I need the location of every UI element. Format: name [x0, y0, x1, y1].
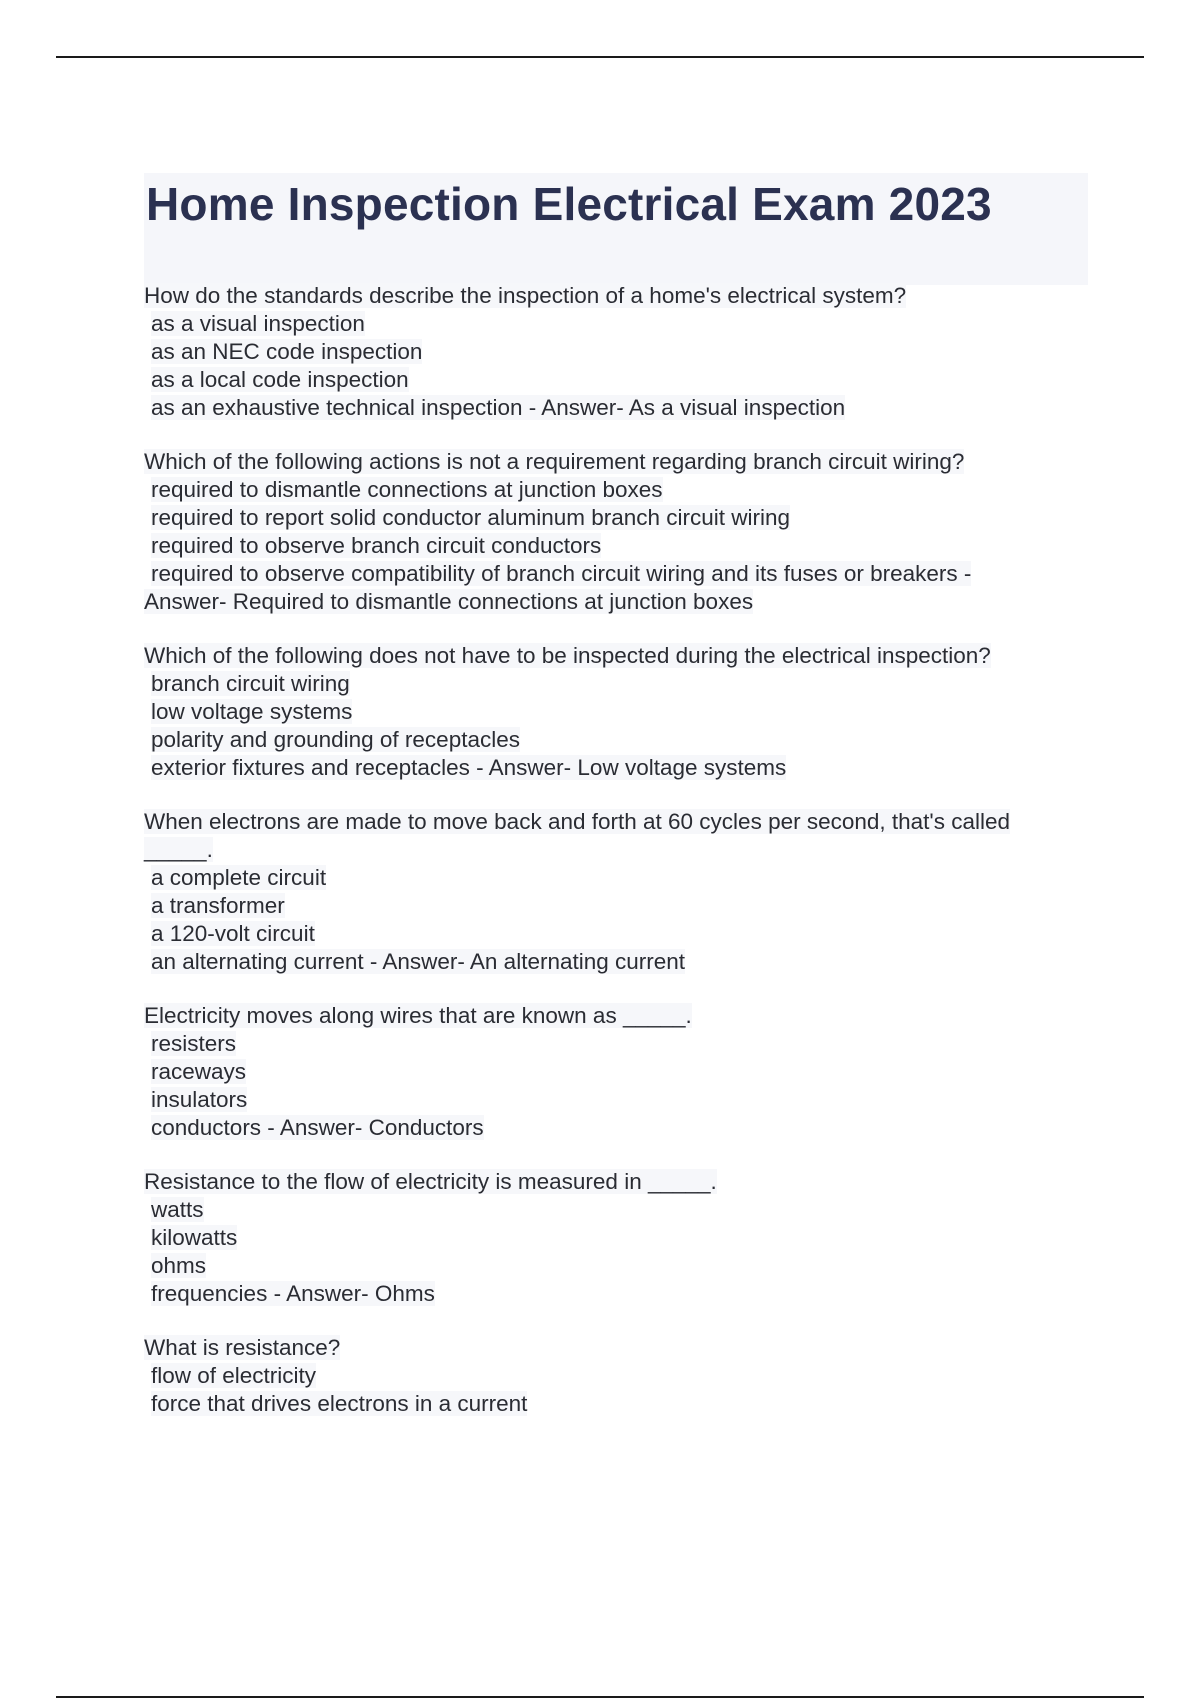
option-line: watts: [151, 1197, 204, 1222]
option-line: required to dismantle connections at junction boxes: [151, 477, 663, 502]
option-line: low voltage systems: [151, 699, 353, 724]
answer-option: [144, 1086, 1084, 1114]
option-line: kilowatts: [151, 1225, 238, 1250]
question-text: [144, 448, 1084, 476]
answer-option: [144, 1252, 1084, 1280]
question-line: Answer- Required to dismantle connections at junction boxes: [144, 589, 754, 614]
option-line: as a local code inspection: [151, 367, 409, 392]
answer-option: [144, 560, 1084, 588]
option-line: flow of electricity: [151, 1363, 317, 1388]
option-line: as an NEC code inspection: [151, 339, 423, 364]
option-line: insulators: [151, 1087, 248, 1112]
option-line: as a visual inspection: [151, 311, 365, 336]
answer-option: [144, 1362, 1084, 1390]
option-line: an alternating current - Answer- An alternating current: [151, 949, 686, 974]
option-line: resisters: [151, 1031, 237, 1056]
question-text: [144, 808, 1084, 836]
question-block: [144, 1168, 1084, 1308]
option-line: required to observe branch circuit conductors: [151, 533, 602, 558]
answer-option: [144, 394, 1084, 422]
question-text: [144, 1168, 1084, 1196]
question-line: What is resistance?: [144, 1335, 341, 1360]
question-block: [144, 808, 1084, 976]
answer-option: [144, 532, 1084, 560]
question-text: [144, 642, 1084, 670]
answer-option: [144, 920, 1084, 948]
question-line: Which of the following actions is not a requirement regarding branch circuit wiring?: [144, 449, 965, 474]
option-line: polarity and grounding of receptacles: [151, 727, 520, 752]
answer-option: [144, 1058, 1084, 1086]
question-text: [144, 282, 1084, 310]
answer-option: [144, 1030, 1084, 1058]
option-line: force that drives electrons in a current: [151, 1391, 528, 1416]
option-line: as an exhaustive technical inspection - Answer- As a visual inspection: [151, 395, 846, 420]
question-block: [144, 1002, 1084, 1142]
question-text: [144, 836, 1084, 864]
title-block: [144, 173, 1088, 285]
answer-option: [144, 670, 1084, 698]
option-line: branch circuit wiring: [151, 671, 350, 696]
question-text: [144, 588, 1084, 616]
option-line: frequencies - Answer- Ohms: [151, 1281, 435, 1306]
answer-option: [144, 1280, 1084, 1308]
answer-option: [144, 476, 1084, 504]
option-line: ohms: [151, 1253, 207, 1278]
question-line: How do the standards describe the inspection of a home's electrical system?: [144, 283, 907, 308]
option-line: required to observe compatibility of branch circuit wiring and its fuses or breakers -: [151, 561, 972, 586]
answer-option: [144, 1224, 1084, 1252]
question-line: Which of the following does not have to be inspected during the electrical inspection?: [144, 643, 991, 668]
option-line: required to report solid conductor aluminum branch circuit wiring: [151, 505, 791, 530]
answer-option: [144, 864, 1084, 892]
answer-option: [144, 948, 1084, 976]
answer-option: [144, 1196, 1084, 1224]
answer-option: [144, 698, 1084, 726]
answer-option: [144, 366, 1084, 394]
question-line: When electrons are made to move back and forth at 60 cycles per second, that's called: [144, 809, 1011, 834]
question-block: [144, 448, 1084, 616]
answer-option: [144, 726, 1084, 754]
question-text: [144, 1002, 1084, 1030]
answer-option: [144, 338, 1084, 366]
answer-option: [144, 1114, 1084, 1142]
answer-option: [144, 1390, 1084, 1418]
answer-option: [144, 892, 1084, 920]
question-block: [144, 1334, 1084, 1418]
question-block: [144, 642, 1084, 782]
answer-option: [144, 504, 1084, 532]
answer-option: [144, 310, 1084, 338]
option-line: conductors - Answer- Conductors: [151, 1115, 484, 1140]
page-title: Home Inspection Electrical Exam 2023: [146, 178, 992, 230]
top-rule: [56, 56, 1144, 58]
bottom-rule: [56, 1696, 1144, 1698]
option-line: a 120-volt circuit: [151, 921, 315, 946]
option-line: a complete circuit: [151, 865, 327, 890]
option-line: exterior fixtures and receptacles - Answer- Low voltage systems: [151, 755, 787, 780]
question-line: Electricity moves along wires that are known as _____.: [144, 1003, 692, 1028]
option-line: a transformer: [151, 893, 285, 918]
question-text: [144, 1334, 1084, 1362]
option-line: raceways: [151, 1059, 247, 1084]
question-block: [144, 282, 1084, 422]
question-line: Resistance to the flow of electricity is measured in _____.: [144, 1169, 717, 1194]
question-list: [144, 282, 1084, 1444]
answer-option: [144, 754, 1084, 782]
question-line: _____.: [144, 837, 213, 862]
